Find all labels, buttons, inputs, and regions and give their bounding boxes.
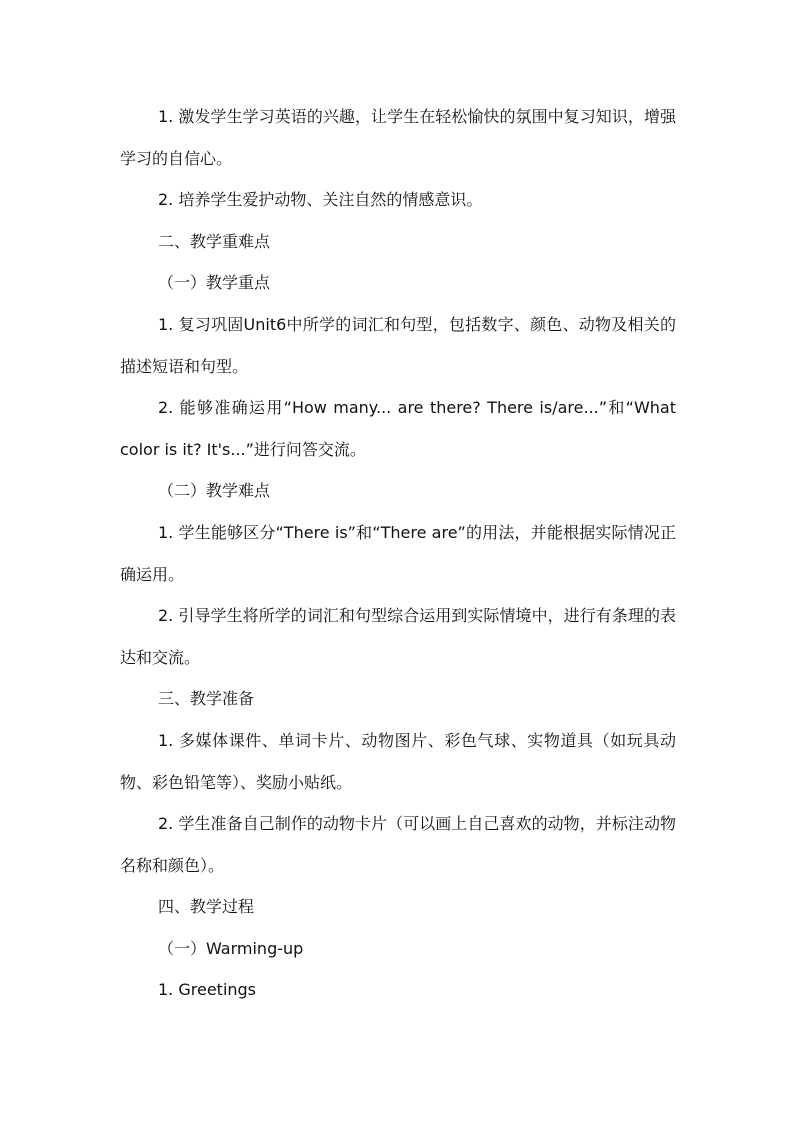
subheading-warming-up: （一）Warming-up [158,938,304,958]
objective-paragraph-2: 2. 培养学生爱护动物、关注自然的情感意识。 [158,190,483,210]
difficult-point-paragraph-1: 1. 学生能够区分“There is”和“There are”的用法，并能根据实际情况正确运用。 [120,522,676,584]
greetings-item: 1. Greetings [158,980,257,1000]
key-point-paragraph-2: 2. 能够准确运用“How many... are there? There is/are...”和“What color is it? It's...”进行问答交流。 [120,398,676,459]
document-body [120,96,676,1011]
section-heading-teaching-process: 四、教学过程 [158,897,255,917]
preparation-paragraph-1: 1. 多媒体课件、单词卡片、动物图片、彩色气球、实物道具（如玩具动物、彩色铅笔等）、奖励小贴纸。 [120,730,676,792]
section-heading-key-difficult-points: 二、教学重难点 [158,231,271,251]
key-point-paragraph-1: 1. 复习巩固Unit6中所学的词汇和句型，包括数字、颜色、动物及相关的描述短语和句型。 [120,314,676,376]
objective-paragraph-1: 1. 激发学生学习英语的兴趣，让学生在轻松愉快的氛围中复习知识，增强学习的自信心。 [120,107,676,168]
difficult-point-paragraph-2: 2. 引导学生将所学的词汇和句型综合运用到实际情境中，进行有条理的表达和交流。 [120,606,676,667]
subheading-key-points: （一）教学重点 [158,273,271,293]
subheading-difficult-points: （二）教学难点 [158,481,271,501]
section-heading-preparation: 三、教学准备 [158,689,255,709]
preparation-paragraph-2: 2. 学生准备自己制作的动物卡片（可以画上自己喜欢的动物，并标注动物名称和颜色）。 [120,814,676,875]
